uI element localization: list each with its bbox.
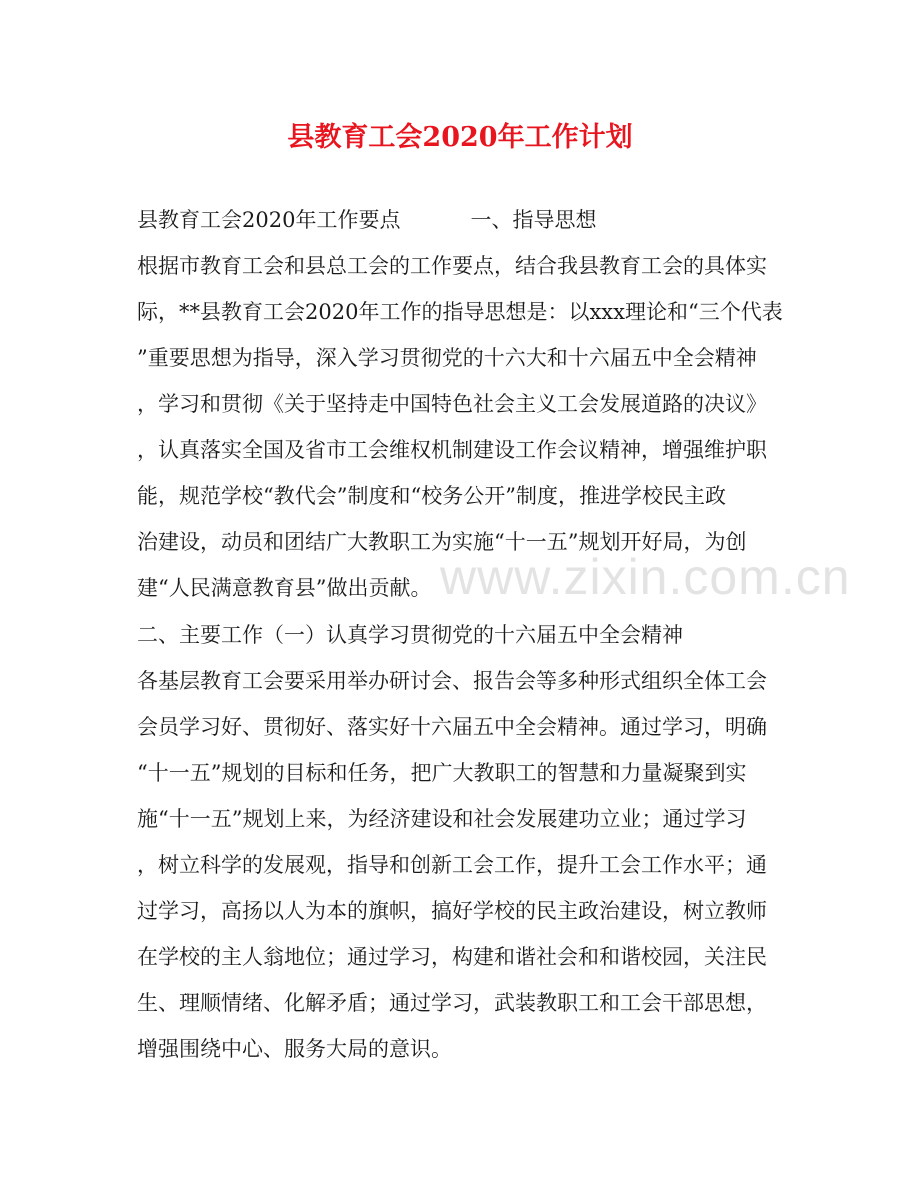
section-heading: 二、主要工作（一）认真学习贯彻党的十六届五中全会精神	[137, 623, 683, 647]
heading-line	[137, 205, 596, 235]
watermark: www.zixin.com.cn	[440, 549, 851, 605]
text-line: 施“十一五”规划上来，为经济建设和社会发展建功立业；通过学习	[137, 807, 747, 831]
text-line: “十一五”规划的目标和任务，把广大教职工的智慧和力量凝聚到实	[137, 761, 747, 785]
text-line: ，树立科学的发展观，指导和创新工会工作，提升工会工作水平；通	[137, 853, 767, 877]
text-line: 根据市教育工会和县总工会的工作要点，结合我县教育工会的具体实	[137, 254, 767, 278]
text-line: ”重要思想为指导，深入学习贯彻党的十六大和十六届五中全会精神	[137, 346, 757, 370]
text-line: 会员学习好、贯彻好、落实好十六届五中全会精神。通过学习，明确	[137, 715, 767, 739]
text-line: 建“人民满意教育县”做出贡献。	[137, 576, 432, 600]
text-line: 生、理顺情绪、化解矛盾；通过学习，武装教职工和工会干部思想，	[137, 991, 767, 1015]
text-line: 际，**县教育工会2020年工作的指导思想是：以xxx理论和“三个代表	[137, 300, 783, 324]
heading-left: 县教育工会2020年工作要点	[137, 208, 401, 232]
document-title: 县教育工会2020年工作计划	[287, 122, 633, 153]
text-line: ，学习和贯彻《关于坚持走中国特色社会主义工会发展道路的决议》	[137, 392, 767, 416]
text-line: 过学习，高扬以人为本的旗帜，搞好学校的民主政治建设，树立教师	[137, 899, 767, 923]
text-line: 能，规范学校“教代会”制度和“校务公开”制度，推进学校民主政	[137, 484, 726, 508]
text-line: 增强围绕中心、服务大局的意识。	[137, 1037, 452, 1061]
text-line: ，认真落实全国及省市工会维权机制建设工作会议精神，增强维护职	[137, 438, 767, 462]
heading-right: 一、指导思想	[470, 208, 597, 232]
text-line: 在学校的主人翁地位；通过学习，构建和谐社会和和谐校园，关注民	[137, 945, 767, 969]
text-line: 治建设，动员和团结广大教职工为实施“十一五”规划开好局，为创	[137, 530, 747, 554]
text-line: 各基层教育工会要采用举办研讨会、报告会等多种形式组织全体工会	[137, 669, 767, 693]
